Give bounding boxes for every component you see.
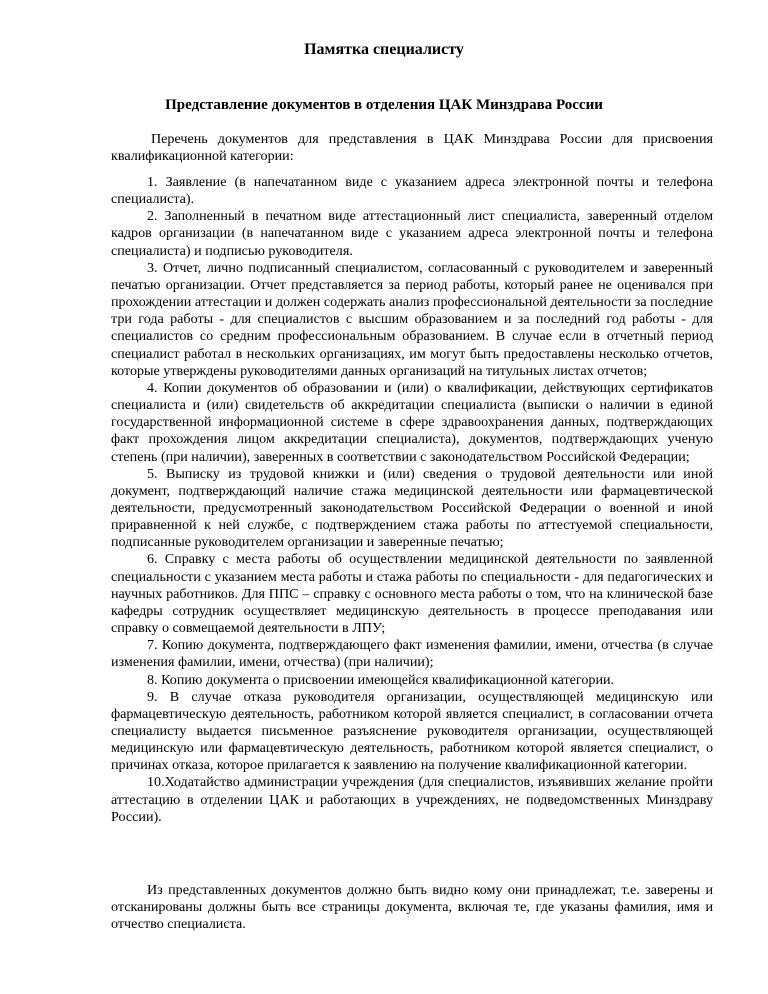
document-title: Памятка специалисту [304, 41, 464, 58]
closing-block [111, 882, 713, 933]
list-item: 1. Заявление (в напечатанном виде с указанием адреса электронной почты и телефона специалиста). [111, 174, 713, 208]
closing-paragraph: Из представленных документов должно быть видно кому они принадлежат, т.е. заверены и отсканированы должны быть все страницы документа, включая те, где указаны фамилия, имя и отчество специалиста. [111, 882, 713, 933]
list-item: 7. Копию документа, подтверждающего факт изменения фамилии, имени, отчества (в случае изменения фамилии, имени, отчества) (при наличии); [111, 637, 713, 671]
intro-block [111, 131, 713, 165]
list-item: 9. В случае отказа руководителя организации, осуществляющей медицинскую или фармацевтическую деятельность, работником которой является специалист, в согласовании отчета специалисту выдается письменное разъяснение руководителя организации, осуществляющей медицинскую или фармацевтическую деятельность, работником которой является специалист, о причинах отказа, которое прилагается к заявлению на получение квалификационной категории. [111, 688, 713, 774]
section-title: Представление документов в отделения ЦАК Минздрава России [165, 97, 603, 113]
list-item: 4. Копии документов об образовании и (или) о квалификации, действующих сертификатов специалиста и (или) свидетельств об аккредитации специалиста (выписки о наличии в единой государственной информационной системе в сфере здравоохранения данных, подтверждающих факт прохождения лицом аккредитации специалиста), документов, подтверждающих ученую степень (при наличии), заверенных в соответствии с законодательством Российской Федерации; [111, 379, 713, 465]
list-item: 10.Ходатайство администрации учреждения (для специалистов, изъявивших желание пройти аттестацию в отделении ЦАК и работающих в учреждениях, не подведомственных Минздраву России). [111, 774, 713, 825]
documents-list [111, 174, 713, 826]
list-item: 6. Справку с места работы об осуществлении медицинской деятельности по заявленной специальности с указанием места работы и стажа работы по специальности - для педагогических и научных работников. Для ППС – справку с основного места работы о том, что на клинической базе кафедры сотрудник осуществляет медицинскую деятельность в процессе преподавания или справку о совмещаемой деятельности в ЛПУ; [111, 551, 713, 637]
list-item: 2. Заполненный в печатном виде аттестационный лист специалиста, заверенный отделом кадров организации (в напечатанном виде с указанием адреса электронной почты и телефона специалиста) и подписью руководителя. [111, 208, 713, 259]
list-item: 8. Копию документа о присвоении имеющейся квалификационной категории. [147, 671, 615, 688]
list-item: 3. Отчет, лично подписанный специалистом, согласованный с руководителем и заверенный печатью организации. Отчет представляется за период работы, который ранее не оценивался при прохождении аттестации и должен содержать анализ профессиональной деятельности за последние три года работы - для специалистов с высшим образованием и за последний год работы - для специалистов со средним профессиональным образованием. В случае если в отчетный период специалист работал в нескольких организациях, им могут быть предоставлены несколько отчетов, которые утверждены руководителями данных организаций на титульных листах отчетов; [111, 259, 713, 379]
intro-paragraph: Перечень документов для представления в ЦАК Минздрава России для присвоения квалификационной категории: [111, 131, 713, 165]
list-item: 5. Выписку из трудовой книжки и (или) сведения о трудовой деятельности или иной документ, подтверждающий наличие стажа медицинской деятельности или фармацевтической деятельности, предусмотренный законодательством Российской Федерации о военной и иной приравненной к ней службе, с подтверждением стажа работы по аттестуемой специальности, подписанные руководителем организации и заверенные печатью; [111, 465, 713, 551]
